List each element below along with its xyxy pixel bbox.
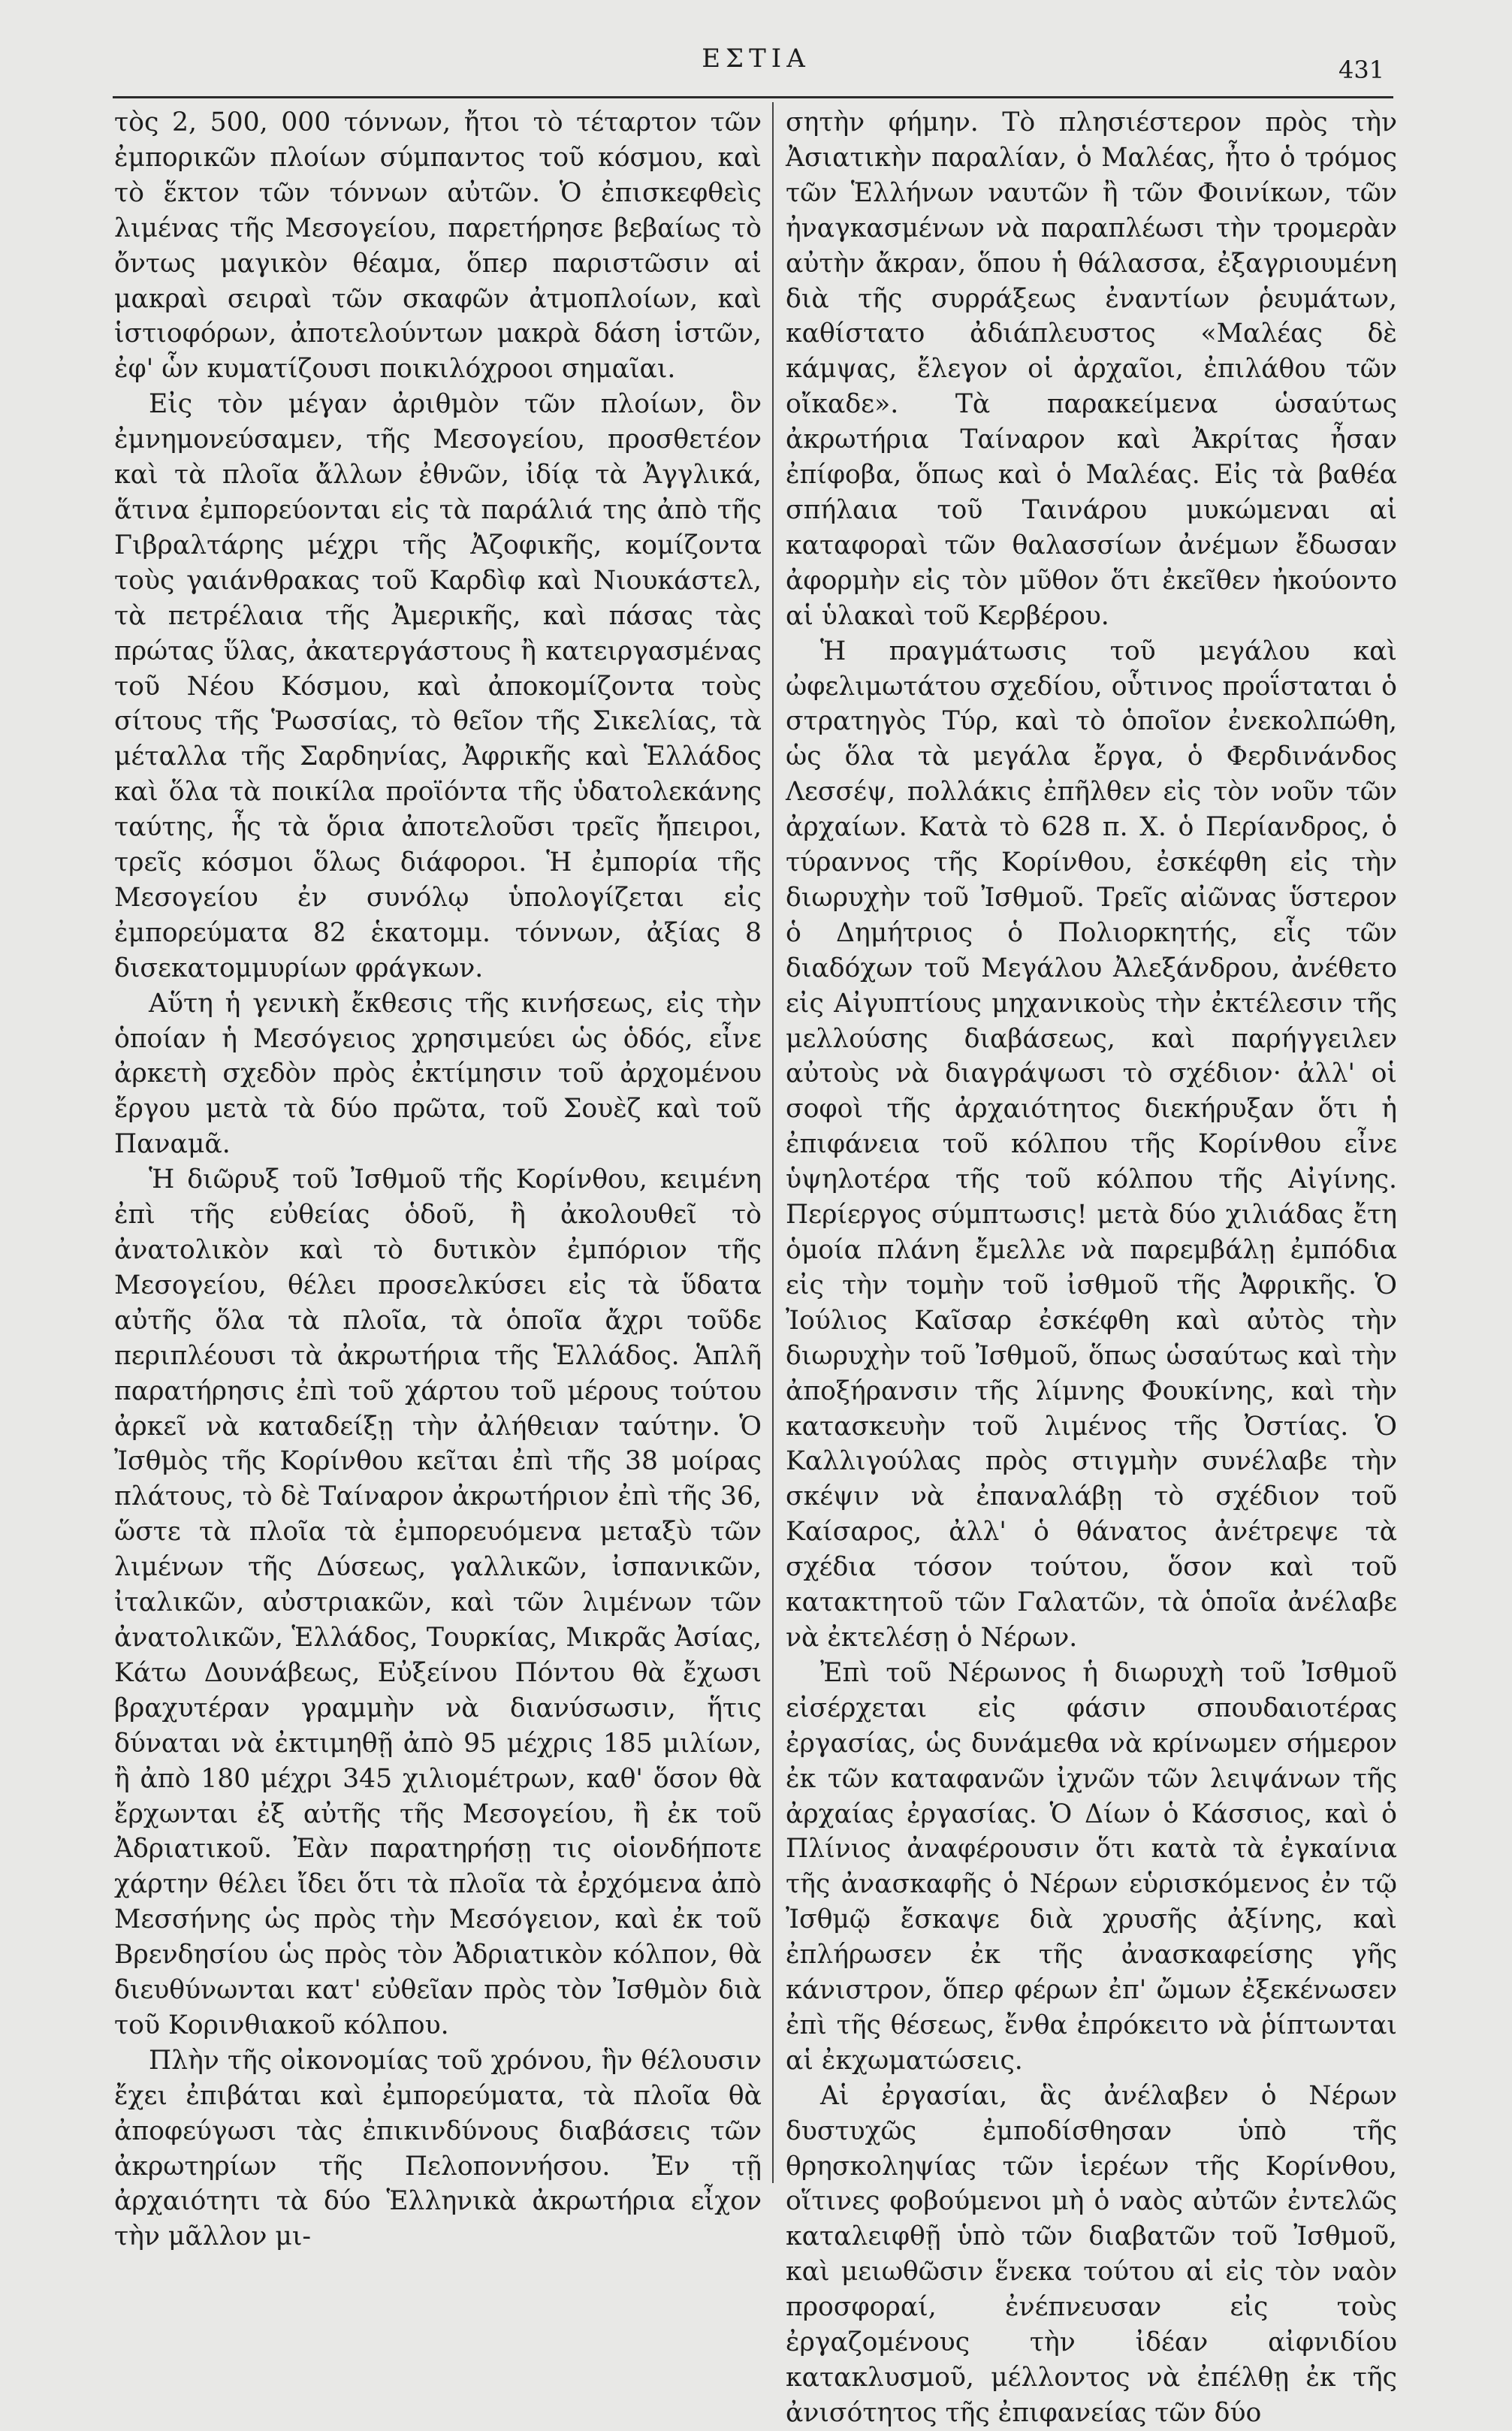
paragraph: Εἰς τὸν μέγαν ἀριθμὸν τῶν πλοίων, ὃν ἐμνημονεύσαμεν, τῆς Μεσογείου, προσθετέον καὶ τὰ πλοῖα ἄλλων ἐθνῶν, ἰδίᾳ τὰ Ἀγγλικά, ἅτινα ἐμπορεύονται εἰς τὰ παράλιά της ἀπὸ τῆς Γιβραλτάρης μέχρι τῆς Ἀζοφικῆς, κομίζοντα τοὺς γαιάνθρακας τοῦ Καρδὶφ καὶ Νιουκάστελ, τὰ πετρέλαια τῆς Ἀμερικῆς, καὶ πάσας τὰς πρώτας ὕλας, ἀκατεργάστους ἢ κατειργασμένας τοῦ Νέου Κόσμου, καὶ ἀποκομίζοντα τοὺς σίτους τῆς Ῥωσσίας, τὸ θεῖον τῆς Σικελίας, τὰ μέταλλα τῆς Σαρδηνίας, Ἀφρικῆς καὶ Ἑλλάδος καὶ ὅλα τὰ ποικίλα προϊόντα τῆς ὑδατολεκάνης ταύτης, ἧς τὰ ὅρια ἀποτελοῦσι τρεῖς ἤπειροι, τρεῖς κόσμοι ὅλως διάφοροι. Ἡ ἐμπορία τῆς Μεσογείου ἐν συνόλῳ ὑπολογίζεται εἰς ἐμπορεύματα 82 ἑκατομμ. τόννων, ἀξίας 8 δισεκατομμυρίων φράγκων. bbox=[114, 389, 762, 983]
paragraph: τὸς 2, 500, 000 τόννων, ἤτοι τὸ τέταρτον τῶν ἐμπορικῶν πλοίων σύμπαντος τοῦ κόσμου, καὶ τὸ ἕκτον τῶν τόννων αὐτῶν. Ὁ ἐπισκεφθεὶς λιμένας τῆς Μεσογείου, παρετήρησε βεβαίως τὸ ὄντως μαγικὸν θέαμα, ὅπερ παριστῶσιν αἱ μακραὶ σειραὶ τῶν σκαφῶν ἀτμοπλοίων, καὶ ἱστιοφόρων, ἀποτελούντων μακρὰ δάση ἱστῶν, ἐφ' ὧν κυματίζουσι ποικιλόχροοι σημαῖαι. bbox=[114, 107, 762, 385]
paragraph: Ἡ πραγμάτωσις τοῦ μεγάλου καὶ ὠφελιμωτάτου σχεδίου, οὗτινος προΐσταται ὁ στρατηγὸς Τύρ, καὶ τὸ ὁποῖον ἐνεκολπώθη, ὡς ὅλα τὰ μεγάλα ἔργα, ὁ Φερδινάνδος Λεσσέψ, πολλάκις ἐπῆλθεν εἰς τὸν νοῦν τῶν ἀρχαίων. Κατὰ τὸ 628 π. Χ. ὁ Περίανδρος, ὁ τύραννος τῆς Κορίνθου, ἐσκέφθη εἰς τὴν διωρυχὴν τοῦ Ἰσθμοῦ. Τρεῖς αἰῶνας ὕστερον ὁ Δημήτριος ὁ Πολιορκητής, εἷς τῶν διαδόχων τοῦ Μεγάλου Ἀλεξάνδρου, ἀνέθετο εἰς Αἰγυπτίους μηχανικοὺς τὴν ἐκτέλεσιν τῆς μελλούσης διαβάσεως, καὶ παρήγγειλεν αὐτοὺς νὰ διαγράψωσι τὸ σχέδιον· ἀλλ' οἱ σοφοὶ τῆς ἀρχαιότητος διεκήρυξαν ὅτι ἡ ἐπιφάνεια τοῦ κόλπου τῆς Κορίνθου εἶνε ὑψηλοτέρα τῆς τοῦ κόλπου τῆς Αἰγίνης. Περίεργος σύμπτωσις! μετὰ δύο χιλιάδας ἔτη ὁμοία πλάνη ἔμελλε νὰ παρεμβάλῃ ἐμπόδια εἰς τὴν τομὴν τοῦ ἰσθμοῦ τῆς Ἀφρικῆς. Ὁ Ἰούλιος Καῖσαρ ἐσκέφθη καὶ αὐτὸς τὴν διωρυχὴν τοῦ Ἰσθμοῦ, ὅπως ὡσαύτως καὶ τὴν ἀποξήρανσιν τῆς λίμνης Φουκίνης, καὶ τὴν κατασκευὴν τοῦ λιμένος τῆς Ὀστίας. Ὁ Καλλιγούλας πρὸς στιγμὴν συνέλαβε τὴν σκέψιν νὰ ἐπαναλάβῃ τὸ σχέδιον τοῦ Καίσαρος, ἀλλ' ὁ θάνατος ἀνέτρεψε τὰ σχέδια τόσον τούτου, ὅσον καὶ τοῦ κατακτητοῦ τῶν Γαλατῶν, τὰ ὁποῖα ἀνέλαβε νὰ ἐκτελέσῃ ὁ Νέρων. bbox=[786, 636, 1397, 1653]
header-rule bbox=[113, 96, 1393, 98]
paragraph: Αἱ ἐργασίαι, ἃς ἀνέλαβεν ὁ Νέρων δυστυχῶς ἐμποδίσθησαν ὑπὸ τῆς θρησκοληψίας τῶν ἱερέων τῆς Κορίνθου, οἵτινες φοβούμενοι μὴ ὁ ναὸς αὐτῶν ἐντελῶς καταλειφθῇ ὑπὸ τῶν διαβατῶν τοῦ Ἰσθμοῦ, καὶ μειωθῶσιν ἕνεκα τούτου αἱ εἰς τὸν ναὸν προσφοραί, ἐνέπνευσαν εἰς τοὺς ἐργαζομένους τὴν ἰδέαν αἰφνιδίου κατακλυσμοῦ, μέλλοντος νὰ ἐπέλθῃ ἐκ τῆς ἀνισότητος τῆς ἐπιφανείας τῶν δύο bbox=[786, 2080, 1397, 2428]
paragraph: Ἐπὶ τοῦ Νέρωνος ἡ διωρυχὴ τοῦ Ἰσθμοῦ εἰσέρχεται εἰς φάσιν σπουδαιοτέρας ἐργασίας, ὡς δυνάμεθα νὰ κρίνωμεν σήμερον ἐκ τῶν καταφανῶν ἰχνῶν τῶν λειψάνων τῆς ἀρχαίας ἐργασίας. Ὁ Δίων ὁ Κάσσιος, καὶ ὁ Πλίνιος ἀναφέρουσιν ὅτι κατὰ τὰ ἐγκαίνια τῆς ἀνασκαφῆς ὁ Νέρων εὑρισκόμενος ἐν τῷ Ἰσθμῷ ἔσκαψε διὰ χρυσῆς ἀξίνης, καὶ ἐπλήρωσεν ἐκ τῆς ἀνασκαφείσης γῆς κάνιστρον, ὅπερ φέρων ἐπ' ὤμων ἐξεκένωσεν ἐπὶ τῆς θέσεως, ἔνθα ἐπρόκειτο νὰ ῥίπτωνται αἱ ἐκχωματώσεις. bbox=[786, 1657, 1397, 2076]
paragraph: σητὴν φήμην. Τὸ πλησιέστερον πρὸς τὴν Ἀσιατικὴν παραλίαν, ὁ Μαλέας, ἦτο ὁ τρόμος τῶν Ἑλλήνων ναυτῶν ἢ τῶν Φοινίκων, τῶν ἠναγκασμένων νὰ παραπλέωσι τὴν τρομερὰν αὐτὴν ἄκραν, ὅπου ἡ θάλασσα, ἐξαγριουμένη διὰ τῆς συρράξεως ἐναντίων ῥευμάτων, καθίστατο ἀδιάπλευστος «Μαλέας δὲ κάμψας, ἔλεγον οἱ ἀρχαῖοι, ἐπιλάθου τῶν οἴκαδε». Τὰ παρακείμενα ὡσαύτως ἀκρωτήρια Ταίναρον καὶ Ἀκρίτας ἦσαν ἐπίφοβα, ὅπως καὶ ὁ Μαλέας. Εἰς τὰ βαθέα σπήλαια τοῦ Ταινάρου μυκώμεναι αἱ καταφοραὶ τῶν θαλασσίων ἀνέμων ἔδωσαν ἀφορμὴν εἰς τὸν μῦθον ὅτι ἐκεῖθεν ἠκούοντο αἱ ὑλακαὶ τοῦ Κερβέρου. bbox=[786, 107, 1397, 631]
left-column bbox=[114, 105, 762, 2254]
paragraph: Πλὴν τῆς οἰκονομίας τοῦ χρόνου, ἣν θέλουσιν ἔχει ἐπιβάται καὶ ἐμπορεύματα, τὰ πλοῖα θὰ ἀποφεύγωσι τὰς ἐπικινδύνους διαβάσεις τῶν ἀκρωτηρίων τῆς Πελοποννήσου. Ἐν τῇ ἀρχαιότητι τὰ δύο Ἑλληνικὰ ἀκρωτήρια εἶχον τὴν μᾶλλον μι- bbox=[114, 2045, 762, 2252]
paragraph: Αὕτη ἡ γενικὴ ἔκθεσις τῆς κινήσεως, εἰς τὴν ὁποίαν ἡ Μεσόγειος χρησιμεύει ὡς ὁδός, εἶνε ἀρκετὴ σχεδὸν πρὸς ἐκτίμησιν τοῦ ἀρχομένου ἔργου μετὰ τὰ δύο πρῶτα, τοῦ Σουὲζ καὶ τοῦ Παναμᾶ. bbox=[114, 988, 762, 1160]
column-divider bbox=[772, 102, 774, 2183]
right-column bbox=[786, 105, 1397, 2431]
paragraph: Ἡ διῶρυξ τοῦ Ἰσθμοῦ τῆς Κορίνθου, κειμένη ἐπὶ τῆς εὐθείας ὁδοῦ, ἢ ἀκολουθεῖ τὸ ἀνατολικὸν καὶ τὸ δυτικὸν ἐμπόριον τῆς Μεσογείου, θέλει προσελκύσει εἰς τὰ ὕδατα αὐτῆς ὅλα τὰ πλοῖα, τὰ ὁποῖα ἄχρι τοῦδε περιπλέουσι τὰ ἀκρωτήρια τῆς Ἑλλάδος. Ἁπλῆ παρατήρησις ἐπὶ τοῦ χάρτου τοῦ μέρους τούτου ἀρκεῖ νὰ καταδείξῃ τὴν ἀλήθειαν ταύτην. Ὁ Ἰσθμὸς τῆς Κορίνθου κεῖται ἐπὶ τῆς 38 μοίρας πλάτους, τὸ δὲ Ταίναρον ἀκρωτήριον ἐπὶ τῆς 36, ὥστε τὰ πλοῖα τὰ ἐμπορευόμενα μεταξὺ τῶν λιμένων τῆς Δύσεως, γαλλικῶν, ἰσπανικῶν, ἰταλικῶν, αὐστριακῶν, καὶ τῶν λιμένων τῶν ἀνατολικῶν, Ἑλλάδος, Τουρκίας, Μικρᾶς Ἀσίας, Κάτω Δουνάβεως, Εὐξείνου Πόντου θὰ ἔχωσι βραχυτέραν γραμμὴν νὰ διανύσωσιν, ἥτις δύναται νὰ ἐκτιμηθῇ ἀπὸ 95 μέχρις 185 μιλίων, ἢ ἀπὸ 180 μέχρι 345 χιλιομέτρων, καθ' ὅσον θὰ ἔρχωνται ἐξ αὐτῆς τῆς Μεσογείου, ἢ ἐκ τοῦ Ἀδριατικοῦ. Ἐὰν παρατηρήσῃ τις οἱονδήποτε χάρτην θέλει ἴδει ὅτι τὰ πλοῖα τὰ ἐρχόμενα ἀπὸ Μεσσήνης ὡς πρὸς τὴν Μεσόγειον, καὶ ἐκ τοῦ Βρενδησίου ὡς πρὸς τὸν Ἀδριατικὸν κόλπον, θὰ διευθύνωνται κατ' εὐθεῖαν πρὸς τὸν Ἰσθμὸν διὰ τοῦ Κορινθιακοῦ κόλπου. bbox=[114, 1164, 762, 2040]
running-title: ΕΣΤΙΑ bbox=[702, 44, 810, 74]
page-number: 431 bbox=[1338, 56, 1385, 84]
